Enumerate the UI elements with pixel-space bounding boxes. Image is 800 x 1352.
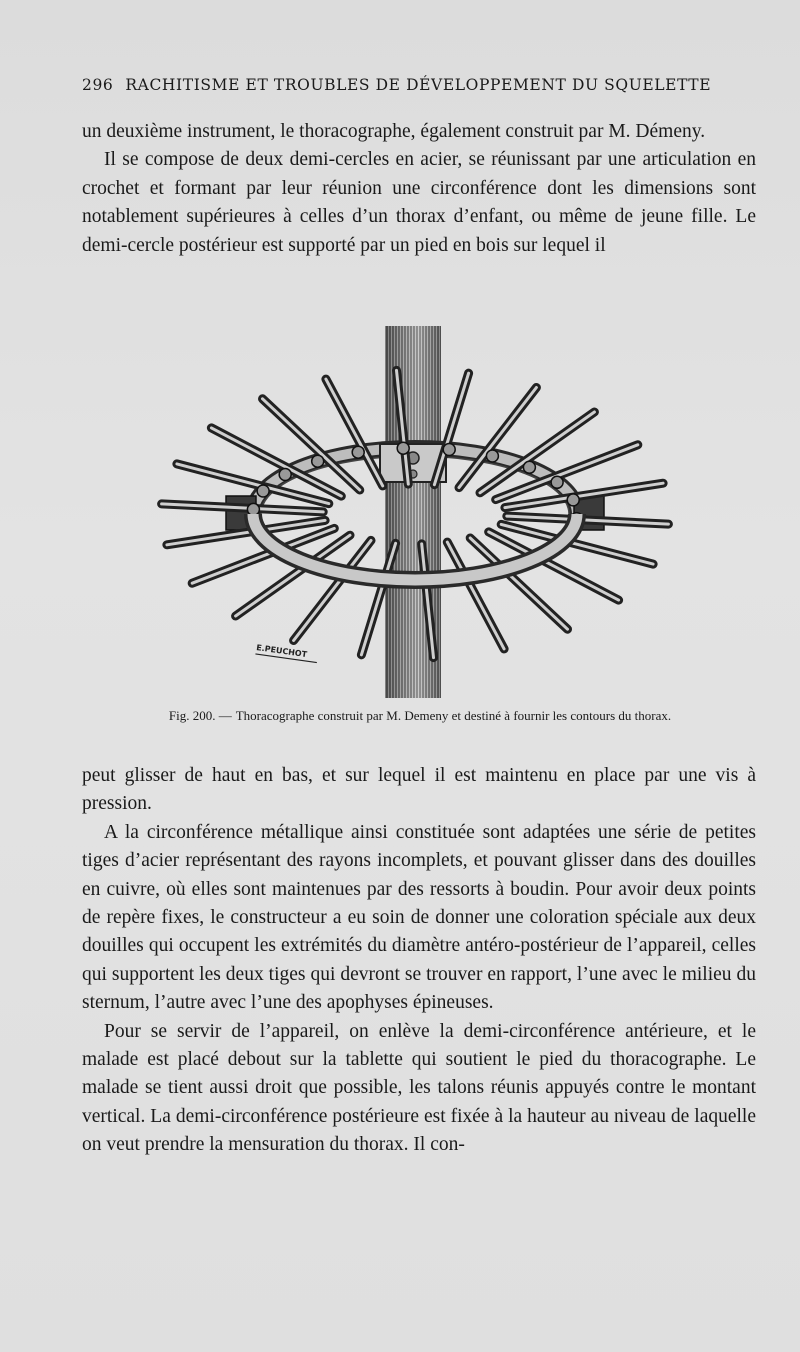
text-block-top bbox=[82, 118, 756, 260]
brass-sleeve bbox=[523, 461, 535, 473]
brass-sleeve bbox=[352, 446, 364, 458]
figure-thoracographe bbox=[140, 326, 680, 698]
paragraph: Pour se servir de l’appareil, on enlève la demi-circonférence antérieure, et le malade est placé debout sur la tablette qui soutient le pied du thoracographe. Le malade se tient aussi droit que possible, les talons réunis appuyés contre le montant vertical. La demi-circonférence postérieure est fixée à la hauteur au niveau de laquelle on veut prendre la mensuration du thorax. Il con- bbox=[82, 1020, 756, 1156]
figure-label: Fig. 200. — bbox=[168, 708, 232, 723]
thoracographe-engraving bbox=[140, 326, 680, 698]
brass-sleeve bbox=[567, 494, 579, 506]
brass-sleeve bbox=[551, 476, 563, 488]
engraver-signature bbox=[255, 643, 318, 663]
svg-text:E.PEUCHOT: E.PEUCHOT bbox=[255, 643, 308, 660]
brass-sleeve bbox=[486, 450, 498, 462]
page-number: 296 bbox=[82, 76, 114, 94]
paragraph: peut glisser de haut en bas, et sur lequel il est maintenu en place par une vis à pression. bbox=[82, 765, 756, 815]
brass-sleeve bbox=[312, 455, 324, 467]
paragraph: un deuxième instrument, le thoracographe, également construit par M. Démeny. bbox=[82, 121, 706, 142]
running-title: RACHITISME ET TROUBLES DE DÉVELOPPEMENT DU SQUELETTE bbox=[125, 76, 712, 94]
brass-sleeve bbox=[397, 442, 409, 454]
brass-sleeve bbox=[279, 469, 291, 481]
text-block-bottom bbox=[82, 762, 756, 1160]
running-head bbox=[82, 76, 724, 94]
brass-sleeve bbox=[247, 503, 259, 515]
paragraph: A la circonférence métallique ainsi constituée sont adaptées une série de petites tiges d’acier représentant des rayons incomplets, et pouvant glisser dans des douilles en cuivre, où elles sont maintenues par des ressorts à boudin. Pour avoir deux points de repère fixes, le constructeur a eu soin de donner une coloration spéciale aux deux douilles qui occupent les extrémités du diamètre antéro-postérieur de l’appareil, celles qui supportent les deux tiges qui devront se trouver en rapport, l’une avec le milieu du sternum, l’autre avec l’une des apophyses épineuses. bbox=[82, 821, 756, 1014]
paragraph: Il se compose de deux demi-cercles en acier, se réunissant par une articulation en crochet et formant par leur réunion une circonférence dont les dimensions sont notablement supérieures à celles d’un thorax d’enfant, ou même de jeune fille. Le demi-cercle postérieur est supporté par un pied en bois sur lequel il bbox=[82, 149, 756, 256]
figure-caption-text: Thoracographe construit par M. Demeny et destiné à fournir les contours du thorax. bbox=[235, 708, 672, 723]
brass-sleeve bbox=[257, 485, 269, 497]
figure-caption bbox=[112, 708, 728, 724]
brass-sleeve bbox=[443, 444, 455, 456]
